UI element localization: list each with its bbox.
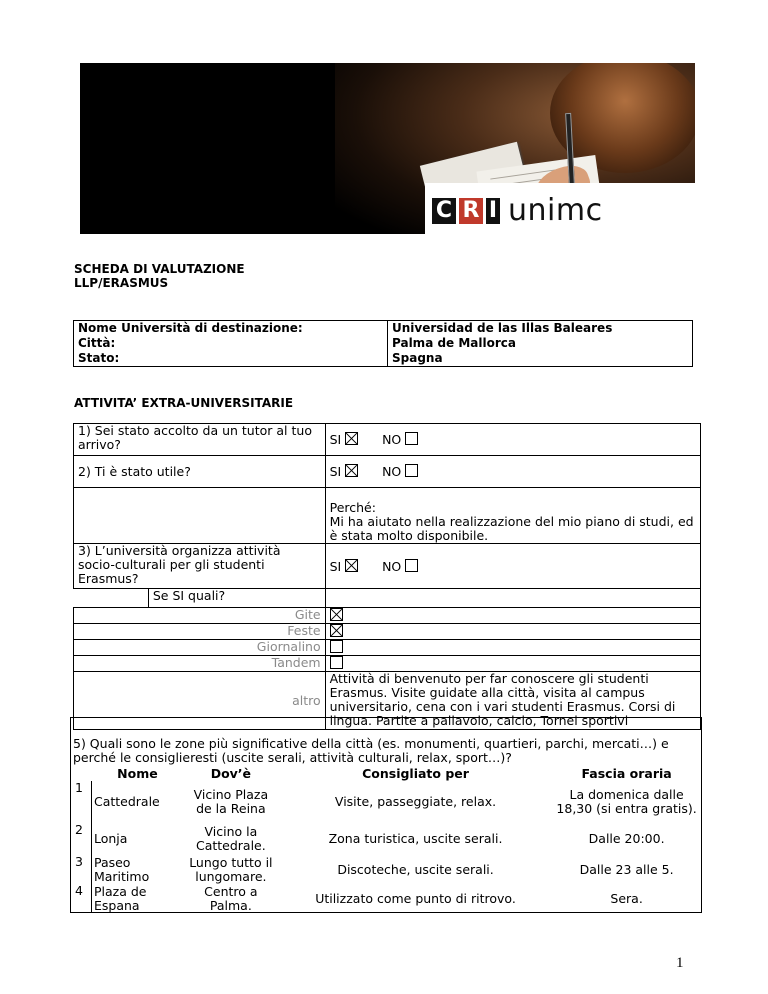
q2-answer: SI NO — [325, 456, 700, 488]
questions-table — [73, 423, 701, 730]
table-row: 3 Paseo Maritimo Lungo tutto il lungomare. Discoteche, uscite serali. Dalle 23 alle 5. — [75, 854, 674, 884]
activity-label-tandem: Tandem — [74, 656, 326, 672]
header-consigliato: Consigliato per — [362, 766, 469, 781]
empty-cell — [325, 589, 700, 608]
q2-no-checkbox[interactable] — [405, 464, 418, 477]
header-fascia: Fascia oraria — [581, 766, 672, 781]
activity-label-gite: Gite — [74, 608, 326, 624]
q5-box-border — [70, 717, 702, 913]
city-label: Città: — [78, 336, 116, 350]
q2-empty-cell — [74, 488, 326, 544]
activity-label-altro: altro — [74, 672, 326, 730]
q3-si-checkbox[interactable] — [345, 559, 358, 572]
table-row: 1 Cattedrale Vicino Plaza de la Reina Visite, passeggiate, relax. La domenica dalle 18,30 (si entra gratis). — [73, 781, 701, 823]
empty-cell — [74, 589, 149, 608]
q3-answer: SI NO — [325, 544, 700, 589]
university-value: Universidad de las Illas Baleares — [392, 321, 613, 335]
altro-text: Attività di benvenuto per far conoscere gli studenti Erasmus. Visite guidate alla città, visita al campus universitario, cena con i vari studenti Erasmus. Corsi di lingua. Partite a pallavolo, calcio, Tornei sportivi — [325, 672, 700, 730]
q2-question: 2) Ti è stato utile? — [74, 456, 326, 488]
form-title: SCHEDA DI VALUTAZIONE — [74, 262, 245, 276]
header-banner-image — [80, 63, 695, 234]
info-labels — [74, 321, 388, 367]
university-label: Nome Università di destinazione: — [78, 321, 303, 335]
header-nome: Nome — [117, 766, 158, 781]
q3-question: 3) L’università organizza attività socio-culturali per gli studenti Erasmus? — [74, 544, 326, 589]
university-info-table — [73, 320, 693, 367]
gite-checkbox[interactable] — [330, 608, 343, 621]
q1-question: 1) Sei stato accolto da un tutor al tuo arrivo? — [74, 424, 326, 456]
which-label: Se SI quali? — [148, 589, 325, 608]
activity-label-feste: Feste — [74, 624, 326, 640]
q3-no-checkbox[interactable] — [405, 559, 418, 572]
tandem-checkbox[interactable] — [330, 656, 343, 669]
table-row: 2 Lonja Vicino la Cattedrale. Zona turistica, uscite serali. Dalle 20:00. — [75, 822, 665, 853]
giornalino-checkbox[interactable] — [330, 640, 343, 653]
city-value: Palma de Mallorca — [392, 336, 517, 350]
cri-unimc-logo: C R I unimc — [432, 193, 603, 228]
q1-no-checkbox[interactable] — [405, 432, 418, 445]
feste-checkbox[interactable] — [330, 624, 343, 637]
country-label: Stato: — [78, 351, 120, 365]
q2-si-checkbox[interactable] — [345, 464, 358, 477]
form-subtitle: LLP/ERASMUS — [74, 276, 169, 290]
activity-label-giornalino: Giornalino — [74, 640, 326, 656]
why-text: Mi ha aiutato nella realizzazione del mio piano di studi, ed è stata molto disponibile. — [329, 514, 694, 543]
q2-why — [325, 488, 700, 544]
q1-answer: SI NO — [325, 424, 700, 456]
why-label: Perché: — [329, 500, 376, 515]
country-value: Spagna — [392, 351, 443, 365]
q1-si-checkbox[interactable] — [345, 432, 358, 445]
section-title: ATTIVITA’ EXTRA-UNIVERSITARIE — [74, 396, 294, 410]
info-values — [388, 321, 693, 367]
q5-question: 5) Quali sono le zone più significative della città (es. monumenti, quartieri, parchi, mercati…) e perché le consiglieresti (uscite serali, attività culturali, relax, sport…)? — [73, 736, 669, 765]
table-row: 4 Plaza de Espana Centro a Palma. Utilizzato come punto di ritrovo. Sera. — [75, 883, 643, 913]
page-number: 1 — [676, 955, 684, 971]
header-dove: Dov’è — [210, 766, 252, 781]
